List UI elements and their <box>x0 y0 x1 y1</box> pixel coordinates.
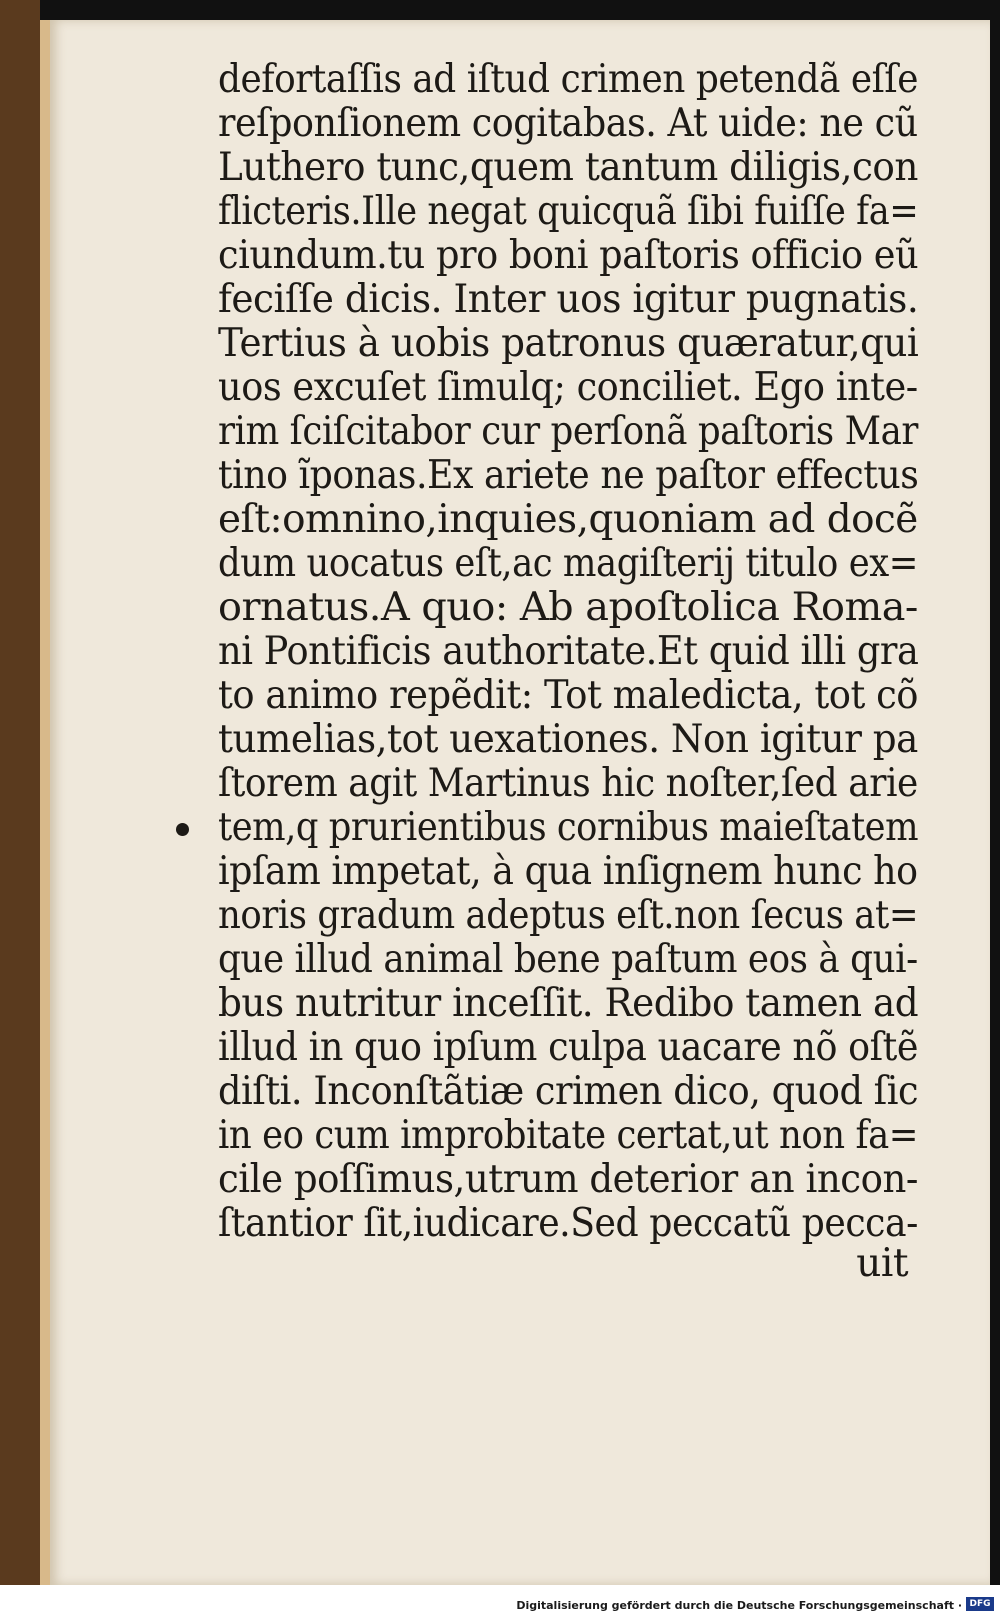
text-line: tino ĩponas.Ex ariete ne paſtor effectus <box>218 453 919 498</box>
text-line: ni Pontificis authoritate.Et quid illi gra <box>218 629 919 674</box>
funding-credit: Digitalisierung gefördert durch die Deutsche Forschungsgemeinschaft · <box>516 1599 962 1612</box>
text-line: cile poſſimus,utrum deterior an incon- <box>218 1157 918 1202</box>
text-line: flicteris.Ille negat quicquã ſibi fuiſſe fa= <box>218 189 919 234</box>
text-line: que illud animal bene paſtum eos à qui- <box>218 937 918 982</box>
text-line: rim ſciſcitabor cur perſonã paſtoris Mar <box>218 409 918 454</box>
text-line: tumelias,tot uexationes. Non igitur pa <box>218 717 918 762</box>
text-line: eſt:omnino,inquies,quoniam ad docẽ <box>218 497 918 542</box>
text-line: ipſam impetat, à qua inſignem hunc ho <box>218 849 918 894</box>
text-line: tem,q prurientibus cornibus maieſtatem <box>218 805 919 850</box>
text-line: bus nutritur inceſſit. Redibo tamen ad <box>218 981 919 1026</box>
text-line: ciundum.tu pro boni paſtoris officio eũ <box>218 233 919 278</box>
text-line: Luthero tunc,quem tantum diligis,con <box>218 145 918 190</box>
text-line: defortaſſis ad iſtud crimen petendã eſſe <box>218 57 919 102</box>
text-line: feciſſe dicis. Inter uos igitur pugnatis. <box>218 277 919 322</box>
text-line: ornatus.A quo: Ab apoſtolica Roma- <box>218 585 918 630</box>
scan-right-border <box>990 0 1000 1585</box>
text-line: ſtorem agit Martinus hic noſter,ſed arie <box>218 761 918 806</box>
text-line: noris gradum adeptus eſt.non ſecus at= <box>218 893 919 938</box>
scan-top-border <box>0 0 1000 22</box>
dfg-logo-icon: DFG <box>966 1597 994 1611</box>
scan-left-border <box>0 0 40 1585</box>
catchword: uit <box>856 1241 908 1286</box>
page-text-block <box>218 58 918 1286</box>
text-line: illud in quo ipſum culpa uacare nõ oſtẽ <box>218 1025 918 1070</box>
text-line: ſtantior ſit,iudicare.Sed peccatũ pecca- <box>218 1201 918 1246</box>
text-line: dum uocatus eſt,ac magiſterij titulo ex= <box>218 541 918 586</box>
text-line: diſti. Inconſtãtiæ crimen dico, quod ſic <box>218 1069 919 1114</box>
text-line: Tertius à uobis patronus quæratur,qui <box>218 321 919 366</box>
text-line: uos excuſet ſimulq; conciliet. Ego inte- <box>218 365 918 410</box>
text-line: in eo cum improbitate certat,ut non fa= <box>218 1113 919 1158</box>
digitization-footer <box>0 1585 1000 1621</box>
ink-spot <box>176 823 189 836</box>
text-line: to animo repẽdit: Tot maledicta, tot cõ <box>218 673 918 718</box>
text-line: reſponſionem cogitabas. At uide: ne cũ <box>218 101 918 146</box>
